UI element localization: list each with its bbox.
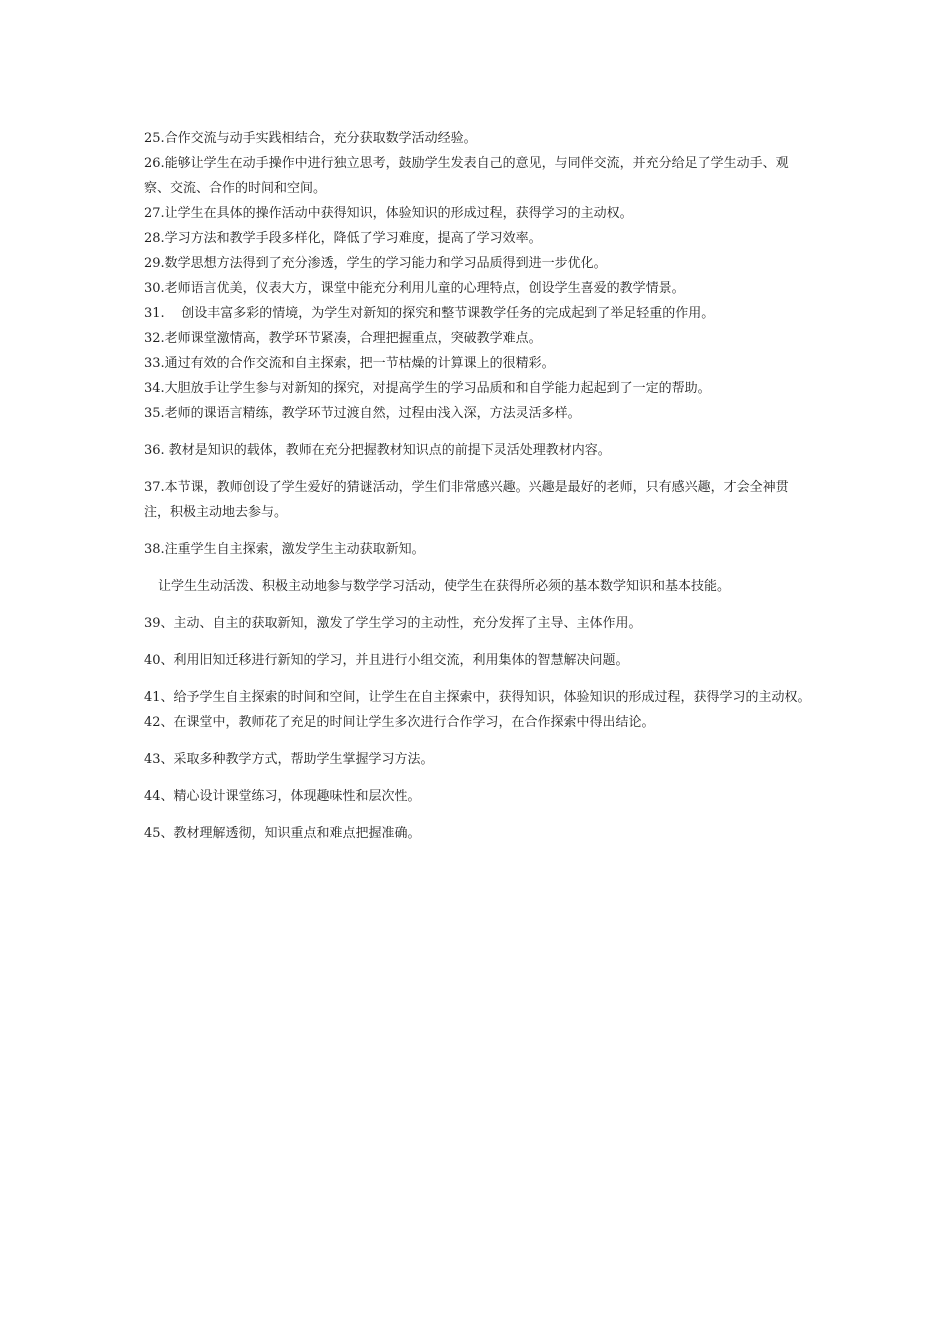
paragraph-28: 28.学习方法和教学手段多样化，降低了学习难度，提高了学习效率。 (144, 231, 542, 246)
paragraph-30: 30.老师语言优美，仪表大方，课堂中能充分利用儿童的心理特点，创设学生喜爱的教学情景。 (144, 281, 685, 296)
paragraph-25: 25.合作交流与动手实践相结合，充分获取数学活动经验。 (144, 131, 477, 146)
paragraph-44: 44、精心设计课堂练习，体现趣味性和层次性。 (144, 789, 421, 804)
paragraph-37: 37.本节课，教师创设了学生爱好的猜谜活动，学生们非常感兴趣。兴趣是最好的老师，只有感兴趣，才会全神贯注，积极主动地去参与。 (144, 480, 789, 520)
paragraph-29: 29.数学思想方法得到了充分渗透，学生的学习能力和学习品质得到进一步优化。 (144, 256, 607, 271)
paragraph-33: 33.通过有效的合作交流和自主探索，把一节枯燥的计算课上的很精彩。 (144, 356, 555, 371)
paragraph-40: 40、利用旧知迁移进行新知的学习，并且进行小组交流，利用集体的智慧解决问题。 (144, 653, 629, 668)
paragraph-36: 36. 教材是知识的载体，教师在充分把握教材知识点的前提下灵活处理教材内容。 (144, 443, 611, 458)
paragraph-38: 38.注重学生自主探索，激发学生主动获取新知。 (144, 542, 425, 557)
paragraph-26: 26.能够让学生在动手操作中进行独立思考，鼓励学生发表自己的意见，与同伴交流，并充分给足了学生动手、观察、交流、合作的时间和空间。 (144, 156, 789, 196)
paragraph-34: 34.大胆放手让学生参与对新知的探究，对提高学生的学习品质和和自学能力起起到了一定的帮助。 (144, 381, 711, 396)
paragraph-27: 27.让学生在具体的操作活动中获得知识，体验知识的形成过程，获得学习的主动权。 (144, 206, 633, 221)
paragraph-41-42: 41、给予学生自主探索的时间和空间，让学生在自主探索中，获得知识，体验知识的形成过程，获得学习的主动权。42、在课堂中，教师花了充足的时间让学生多次进行合作学习，在合作探索中得出结论。 (144, 690, 811, 730)
document-body (144, 126, 814, 846)
paragraph-31: 31. 创设丰富多彩的情境，为学生对新知的探究和整节课教学任务的完成起到了举足轻重的作用。 (144, 306, 715, 321)
paragraph-43: 43、采取多种教学方式，帮助学生掌握学习方法。 (144, 752, 434, 767)
paragraph-38-continuation: 让学生生动活泼、积极主动地参与数学学习活动，使学生在获得所必须的基本数学知识和基本技能。 (158, 579, 731, 594)
paragraph-35: 35.老师的课语言精练，教学环节过渡自然，过程由浅入深，方法灵活多样。 (144, 406, 581, 421)
paragraph-32: 32.老师课堂激情高，教学环节紧凑，合理把握重点，突破教学难点。 (144, 331, 542, 346)
paragraph-45: 45、教材理解透彻，知识重点和难点把握准确。 (144, 826, 421, 841)
paragraph-39: 39、主动、自主的获取新知，激发了学生学习的主动性，充分发挥了主导、主体作用。 (144, 616, 642, 631)
